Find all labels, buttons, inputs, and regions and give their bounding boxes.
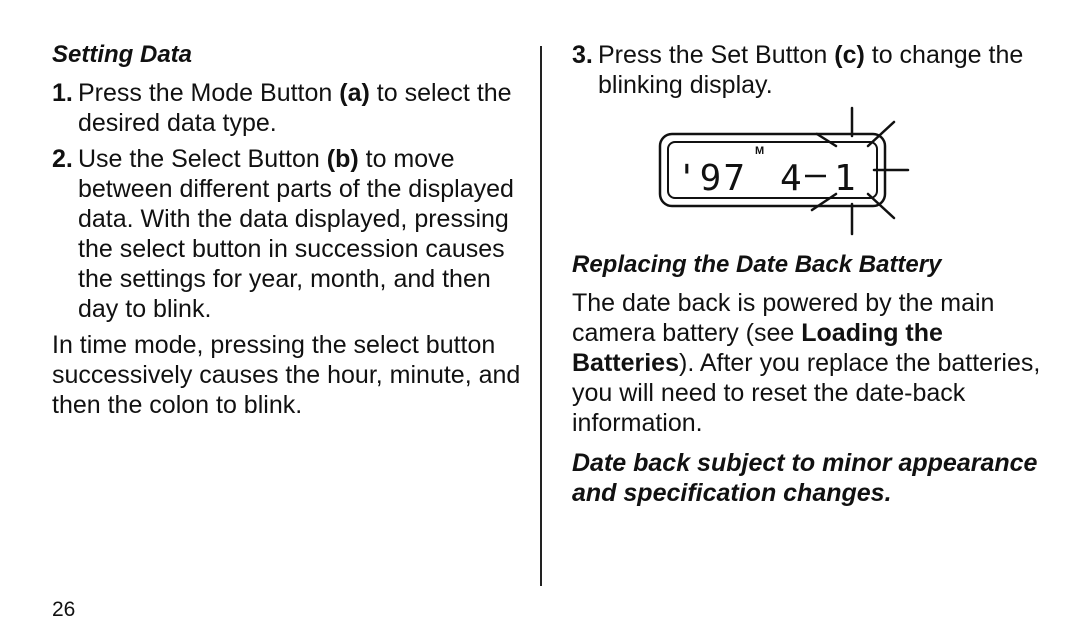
step-2-number: 2. [52,145,73,173]
step-1-text: Press the Mode Button (a) to select the desired data type. [78,79,512,137]
battery-paragraph: The date back is powered by the main camera battery (see Loading the Batteries). After you replace the batteries, you will need to reset the date-back information. [572,289,1041,437]
page-number: 26 [52,598,76,621]
set-button-ref: (c) [834,41,865,69]
step-1 [52,78,522,138]
step-2 [52,144,522,324]
step-1-number: 1. [52,79,73,107]
step-3 [572,40,1042,100]
right-column [572,40,1042,533]
mode-button-ref: (a) [339,79,370,107]
setting-data-heading: Setting Data [52,41,193,68]
disclaimer-note: Date back subject to minor appearance and specification changes. [572,449,1038,507]
lcd-month-digit: 4 [780,158,802,199]
step-3-text: Press the Set Button (c) to change the blinking display. [598,41,1024,99]
column-divider [540,46,542,586]
lcd-indicator: M [755,145,765,157]
time-mode-paragraph: In time mode, pressing the select button successively causes the hour, minute, and then the colon to blink. [52,331,521,419]
loading-batteries-ref: Loading the Batteries [572,319,943,377]
left-column [52,40,522,426]
lcd-year-digits: '97 [676,158,748,199]
battery-heading: Replacing the Date Back Battery [572,251,942,278]
step-2-text: Use the Select Button (b) to move between different parts of the displayed data. With the data displayed, pressing the select button in succession causes the settings for year, month, and then day to blink. [78,145,514,323]
step-3-number: 3. [572,41,593,69]
lcd-day-digit: 1 [834,158,856,199]
select-button-ref: (b) [326,145,359,173]
lcd-display-illustration [612,106,932,236]
